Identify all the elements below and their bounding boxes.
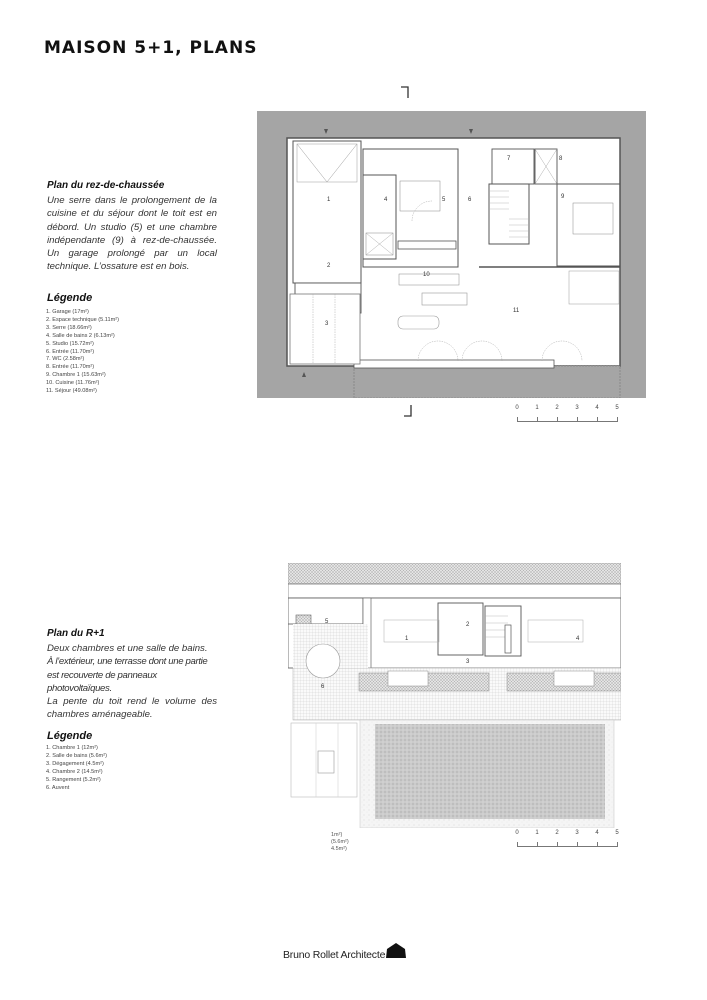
room-number: 8 (559, 156, 563, 162)
legend-item: 5. Studio (15.72m²) (46, 340, 94, 347)
legend-item: 6. Entrée (11.70m²) (46, 348, 95, 355)
upper-floor-scale-bar: 0 1 2 3 4 5 (517, 830, 621, 858)
ground-floor-heading: Plan du rez-de-chaussée (47, 180, 165, 191)
ground-floor-legend (46, 309, 119, 396)
room-number: 6 (321, 684, 325, 690)
ground-floor-legend-title: Légende (47, 292, 93, 304)
ground-floor-plan (257, 111, 646, 398)
room-number: 4 (384, 197, 388, 203)
legend-item: 3. Dégagement (4.5m²) (46, 760, 104, 767)
stray-area-labels: 1m²) (5.6m²) 4.5m²) (331, 832, 349, 852)
legend-item: 2. Salle de bains (5.6m²) (46, 752, 107, 759)
legend-item: 10. Cuisine (11.76m²) (46, 380, 100, 387)
room-number: 5 (442, 197, 446, 203)
room-number: 1 (327, 197, 331, 203)
section-marker-top (400, 86, 410, 98)
room-number: 2 (466, 622, 470, 628)
upper-floor-legend-title: Légende (47, 730, 93, 742)
room-number: 6 (468, 197, 472, 203)
legend-item: 5. Rangement (5.2m²) (46, 776, 101, 783)
room-number: 1 (405, 636, 409, 642)
upper-floor-description (47, 642, 217, 722)
legend-item: 4. Chambre 2 (14.5m²) (46, 768, 103, 775)
legend-item: 1. Chambre 1 (12m²) (46, 745, 98, 751)
legend-item: 1. Garage (17m²) (46, 309, 89, 315)
upper-floor-plan (288, 563, 621, 828)
description-line: Deux chambres et une salle de bains. (47, 643, 208, 654)
legend-item: 11. Séjour (49.08m²) (46, 388, 97, 395)
description-line: La pente du toit rend le volume des chambres aménageable. (47, 696, 217, 721)
upper-floor-legend (46, 745, 107, 792)
legend-item: 2. Espace technique (5.11m²) (46, 316, 119, 323)
room-number: 2 (327, 263, 331, 269)
page-title: MAISON 5+1, PLANS (44, 38, 258, 58)
room-number: 7 (507, 156, 511, 162)
room-number: 3 (466, 659, 470, 665)
ground-floor-scale-bar: 0 1 2 3 4 5 (517, 405, 621, 433)
legend-item: 4. Salle de bains 2 (6.13m²) (46, 332, 115, 339)
room-number: 3 (325, 321, 329, 327)
room-number: 11 (513, 308, 520, 314)
legend-item: 3. Serre (18.66m²) (46, 324, 92, 331)
legend-item: 6. Auvent (46, 784, 70, 791)
upper-floor-heading: Plan du R+1 (47, 628, 105, 639)
room-number: 10 (423, 272, 430, 278)
ground-floor-description: Une serre dans le prolongement de la cuisine et du séjour dont le toit est en débord. Un studio (5) et une chambre indépendante (9) à rez-de-chaussée. Un garage prolongé par un local technique. L’ossature est en bois. (47, 195, 217, 273)
description-line: À l’extérieur, une terrasse dont une partie est recouverte de panneaux photovoltaïques. (47, 656, 208, 694)
room-number: 5 (325, 619, 329, 625)
room-number: 4 (576, 636, 580, 642)
room-number: 9 (561, 194, 565, 200)
legend-item: 9. Chambre 1 (15.63m²) (46, 372, 106, 379)
section-marker-bottom (403, 405, 413, 417)
legend-item: 8. Entrée (11.70m²) (46, 364, 95, 371)
architect-credit: Bruno Rollet Architecte (283, 949, 386, 961)
legend-item: 7. WC (2.58m²) (46, 356, 85, 363)
house-silhouette-icon (384, 942, 408, 959)
